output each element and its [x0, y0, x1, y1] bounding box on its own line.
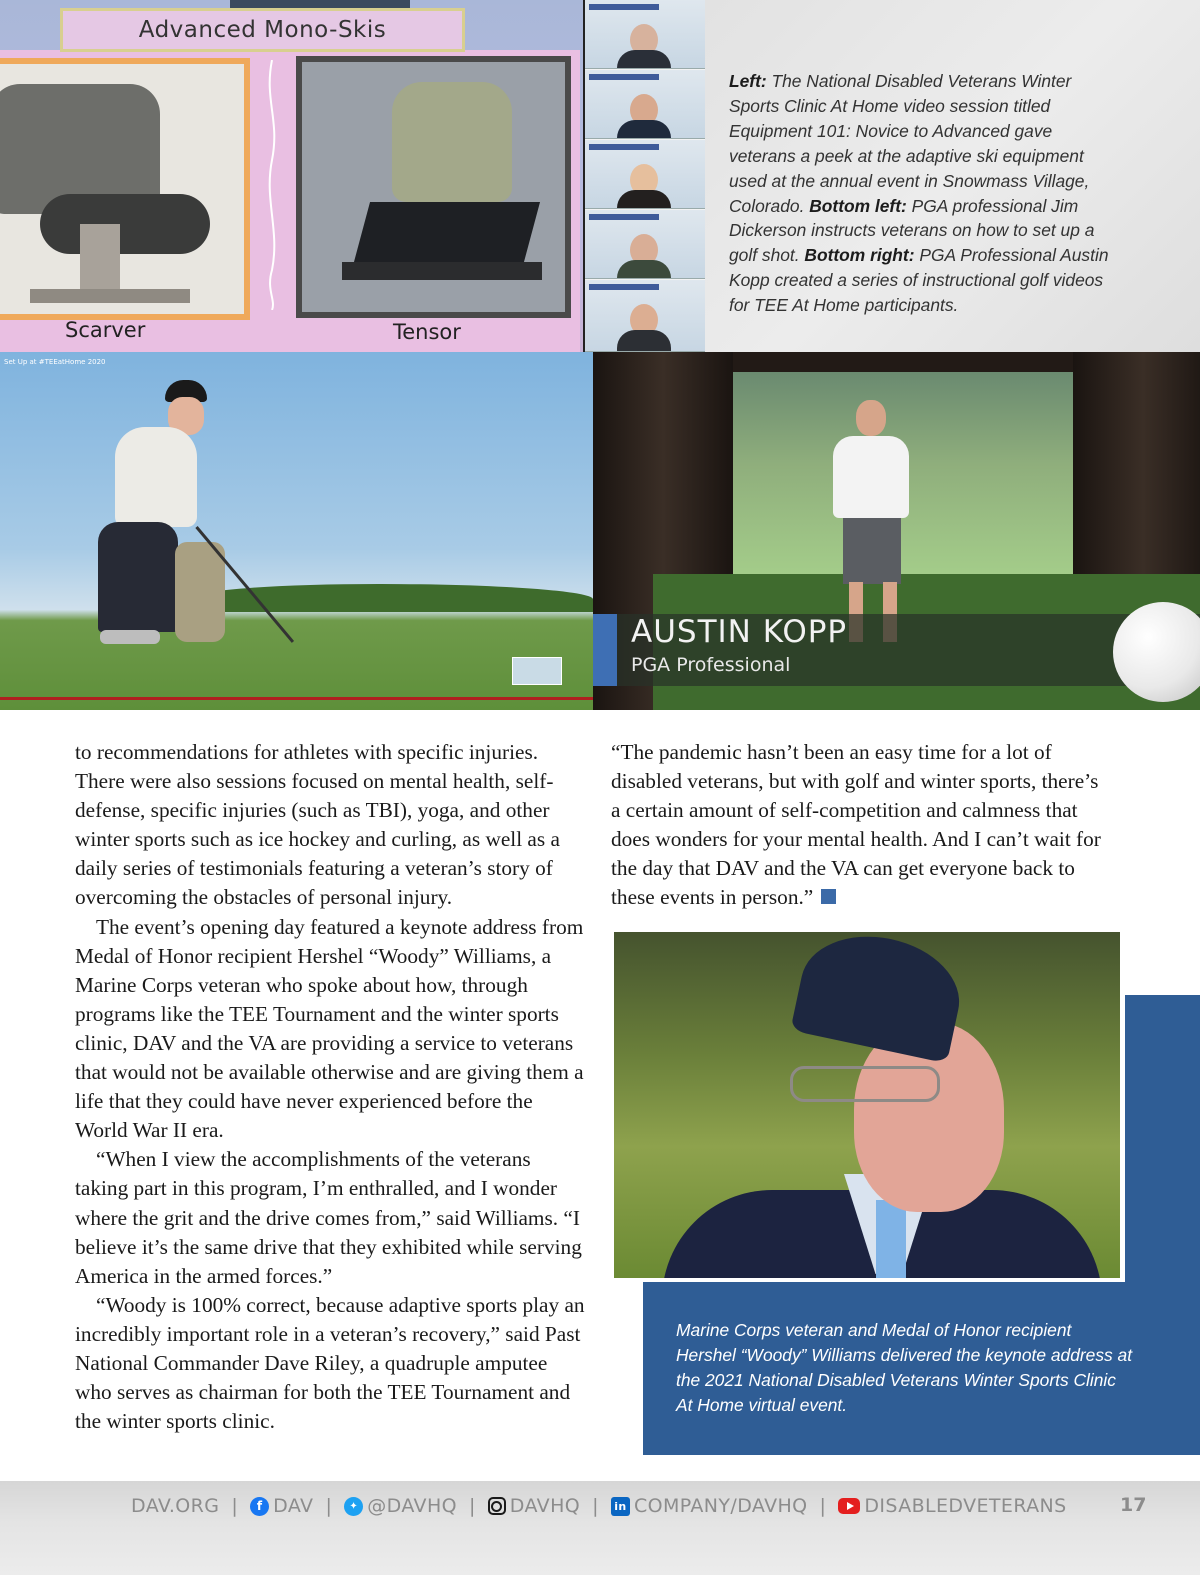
williams-caption-box — [643, 1282, 1200, 1455]
medal-ribbon — [876, 1200, 906, 1280]
slide-title: Advanced Mono-Skis — [60, 8, 465, 52]
footer-instagram-link[interactable]: DAVHQ — [488, 1495, 580, 1517]
golfer-trousers — [98, 522, 178, 632]
participant-tile — [585, 280, 705, 352]
footer-separator: | — [819, 1495, 827, 1517]
video-thumbnail — [512, 657, 562, 685]
article-paragraph: to recommendations for athletes with specific injuries. There were also sessions focused on mental health, self-defense, specific injuries (such as TBI), yoga, and other winter sports such as ice hockey and curling, as well as a daily series of testimonials featuring a veteran’s story of overcoming the obstacles of personal injury. — [75, 740, 560, 910]
youtube-icon — [838, 1498, 860, 1514]
williams-portrait-photo — [612, 930, 1122, 1280]
page-footer — [0, 1481, 1200, 1575]
footer-separator: | — [468, 1495, 476, 1517]
linkedin-icon: in — [611, 1497, 630, 1516]
end-mark-icon — [821, 889, 836, 904]
video-progress-bar[interactable] — [0, 697, 593, 700]
portrait-glasses — [790, 1066, 940, 1102]
twitter-icon: ✦ — [344, 1497, 363, 1516]
instructor-shorts — [843, 518, 901, 584]
golf-bag — [175, 542, 225, 642]
slide-top-bar — [230, 0, 410, 8]
footer-social-links — [131, 1494, 1067, 1518]
mono-ski-slide-photo — [0, 0, 583, 352]
tensor-ski-photo — [296, 56, 571, 318]
scarver-label: Scarver — [65, 318, 146, 342]
lower-third-name: AUSTIN KOPP — [631, 614, 848, 650]
footer-separator: | — [592, 1495, 599, 1517]
footer-linkedin-link[interactable]: in COMPANY/DAVHQ — [611, 1495, 808, 1517]
top-photo-caption — [705, 0, 1200, 352]
footer-separator: | — [325, 1495, 333, 1517]
footer-facebook-link[interactable]: f DAV — [250, 1495, 313, 1517]
instructor-shirt — [833, 436, 909, 518]
video-session-strip — [583, 0, 705, 352]
footer-youtube-link[interactable]: DISABLEDVETERANS — [838, 1495, 1066, 1517]
golfer-shoes — [100, 630, 160, 644]
footer-twitter-link[interactable]: ✦ @DAVHQ — [344, 1495, 457, 1517]
article-paragraph: “When I view the accomplishments of the veterans taking part in this program, I’m enthralled, and I wonder where the grit and the drive comes from,” said Williams. “I believe it’s the same drive that they exhibited while serving America in the armed forces.” — [75, 1147, 582, 1288]
lower-third-role: PGA Professional — [631, 654, 791, 676]
footer-site-link[interactable]: DAV.ORG — [131, 1495, 220, 1517]
divider-squiggle — [262, 60, 282, 310]
austin-kopp-video — [593, 352, 1200, 710]
participant-tile — [585, 70, 705, 139]
instructor-head — [856, 400, 886, 436]
top-caption-text: Left: The National Disabled Veterans Winter Sports Clinic At Home video session titled Equipment 101: Novice to Advanced gave veterans a peek at the adaptive ski equipment used at the annual event in Snowmass Village, Colorado. Bottom left: PGA professional Jim Dickerson instructs veterans on how to set up a golf shot. Bottom right: PGA Professional Austin Kopp created a series of instructional golf videos for TEE At Home participants. — [729, 71, 1109, 316]
scarver-ski-photo — [0, 58, 250, 320]
article-column-right — [611, 738, 1109, 913]
instagram-icon — [488, 1497, 506, 1515]
participant-tile — [585, 210, 705, 279]
article-column-left — [75, 738, 585, 1436]
article-paragraph: The event’s opening day featured a keynote address from Medal of Honor recipient Hershel “Woody” Williams, a Marine Corps veteran who spoke about how, through programs like the TEE Tournament and the winter sports clinic, DAV and the VA are providing a service to veterans that would not be available otherwise and are giving them a life that they could have never experienced before the World War II era. — [75, 914, 584, 1143]
article-paragraph: “Woody is 100% correct, because adaptive sports play an incredibly important role in a veteran’s recovery,” said Past National Commander Dave Riley, a quadruple amputee who serves as chairman for both the TEE Tournament and the winter sports clinic. — [75, 1292, 585, 1434]
williams-caption-text: Marine Corps veteran and Medal of Honor recipient Hershel “Woody” Williams delivered the keynote address at the 2021 National Disabled Veterans Winter Sports Clinic At Home virtual event. — [676, 1320, 1133, 1415]
lower-third-accent — [593, 614, 617, 686]
footer-separator: | — [231, 1495, 239, 1517]
facebook-icon: f — [250, 1497, 269, 1516]
video-title: Set Up at #TEEatHome 2020 — [4, 358, 106, 366]
participant-tile — [585, 0, 705, 69]
participant-tile — [585, 140, 705, 209]
page-number: 17 — [1120, 1494, 1147, 1516]
portrait-garrison-cap — [790, 930, 969, 1063]
closing-quote-text: “The pandemic hasn’t been an easy time for a lot of disabled veterans, but with golf and winter sports, there’s a certain amount of self-competition and calmness that does wonders for your mental health. And I can’t wait for the day that DAV and the VA can get everyone back to these events in person.” — [611, 740, 1101, 910]
golf-instruction-video — [0, 352, 593, 710]
article-paragraph-end — [611, 738, 1109, 913]
tree-line — [200, 584, 593, 612]
golfer-shirt — [115, 427, 197, 527]
tensor-label: Tensor — [393, 320, 461, 344]
